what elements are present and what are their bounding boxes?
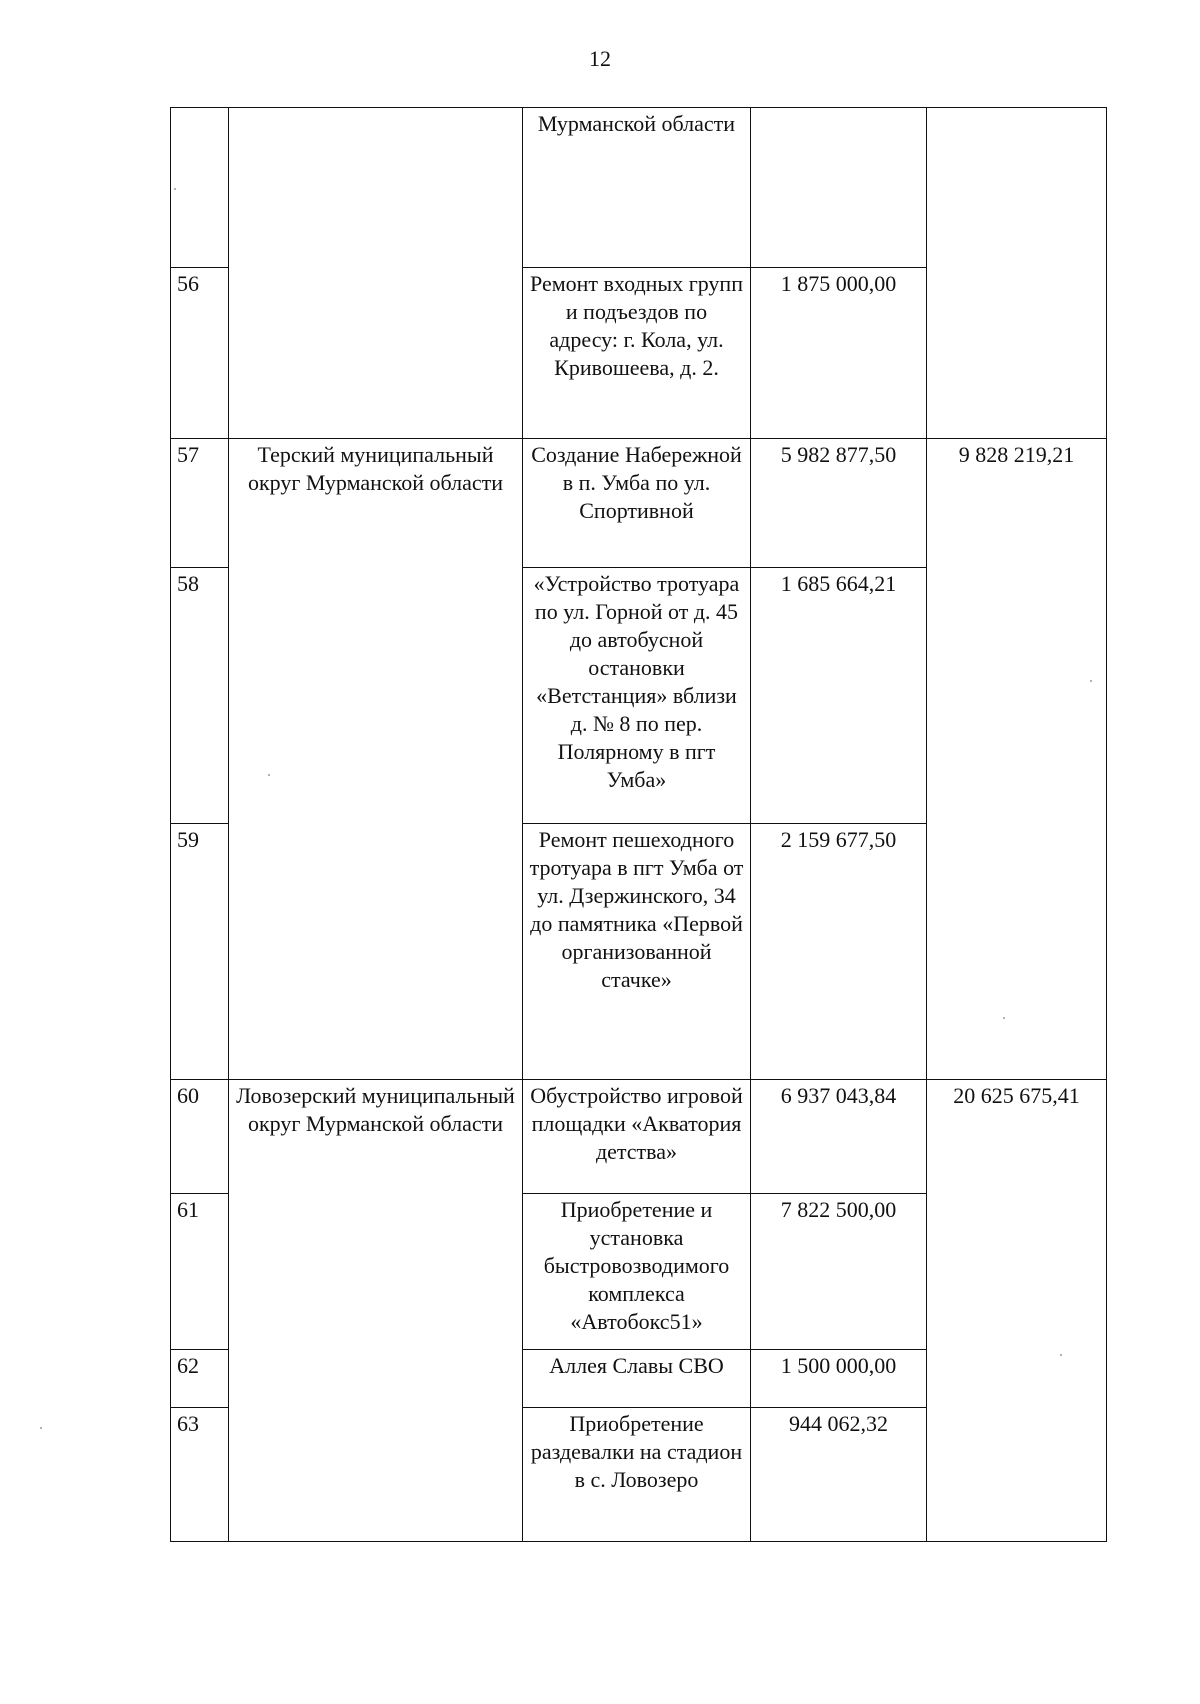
- row-number: 56: [171, 268, 229, 439]
- row-number: 61: [171, 1194, 229, 1350]
- scan-speck: [40, 1427, 42, 1429]
- amount-cell: 944 062,32: [751, 1408, 927, 1542]
- amount-cell: 1 685 664,21: [751, 568, 927, 824]
- row-number: 60: [171, 1080, 229, 1194]
- amount-cell: 1 500 000,00: [751, 1350, 927, 1408]
- row-number: 59: [171, 824, 229, 1080]
- description-cell: «Устройство тротуара по ул. Горной от д. 45 до автобусной остановки «Ветстанция» вблизи д. № 8 по пер. Полярному в пгт Умба»: [523, 568, 751, 824]
- description-cell: Создание Набережной в п. Умба по ул. Спортивной: [523, 439, 751, 568]
- description-cell: Аллея Славы СВО: [523, 1350, 751, 1408]
- description-cell: Мурманской области: [523, 108, 751, 268]
- description-cell: Обустройство игровой площадки «Акватория детства»: [523, 1080, 751, 1194]
- row-number: 58: [171, 568, 229, 824]
- scan-speck: [1090, 680, 1092, 682]
- district-cell-continued: [229, 108, 523, 439]
- row-number-cell: [171, 108, 229, 268]
- district-cell-lovozersky: Ловозерский муниципальный округ Мурманской области: [229, 1080, 523, 1542]
- description-cell: Приобретение раздевалки на стадион в с. Ловозеро: [523, 1408, 751, 1542]
- amount-cell: [751, 108, 927, 268]
- scan-speck: [268, 774, 270, 776]
- district-cell-tersky: Терский муниципальный округ Мурманской области: [229, 439, 523, 1080]
- description-cell: Приобретение и установка быстровозводимого комплекса «Автобокс51»: [523, 1194, 751, 1350]
- row-number: 62: [171, 1350, 229, 1408]
- scan-speck: [1060, 1354, 1062, 1356]
- table-row-continuation: [171, 108, 1107, 268]
- total-cell-lovozersky: 20 625 675,41: [927, 1080, 1107, 1542]
- page-number: 12: [589, 46, 611, 71]
- projects-table: [170, 107, 1107, 1542]
- scan-speck: [1003, 1017, 1005, 1019]
- amount-cell: 6 937 043,84: [751, 1080, 927, 1194]
- table-row: [171, 439, 1107, 568]
- description-cell: Ремонт пешеходного тротуара в пгт Умба от ул. Дзержинского, 34 до памятника «Первой организованной стачке»: [523, 824, 751, 1080]
- total-cell-tersky: 9 828 219,21: [927, 439, 1107, 1080]
- amount-cell: 2 159 677,50: [751, 824, 927, 1080]
- description-cell: Ремонт входных групп и подъездов по адресу: г. Кола, ул. Кривошеева, д. 2.: [523, 268, 751, 439]
- amount-cell: 1 875 000,00: [751, 268, 927, 439]
- row-number: 57: [171, 439, 229, 568]
- total-cell-continued: [927, 108, 1107, 439]
- amount-cell: 7 822 500,00: [751, 1194, 927, 1350]
- scan-speck: [174, 188, 176, 190]
- table-row: [171, 1080, 1107, 1194]
- amount-cell: 5 982 877,50: [751, 439, 927, 568]
- row-number: 63: [171, 1408, 229, 1542]
